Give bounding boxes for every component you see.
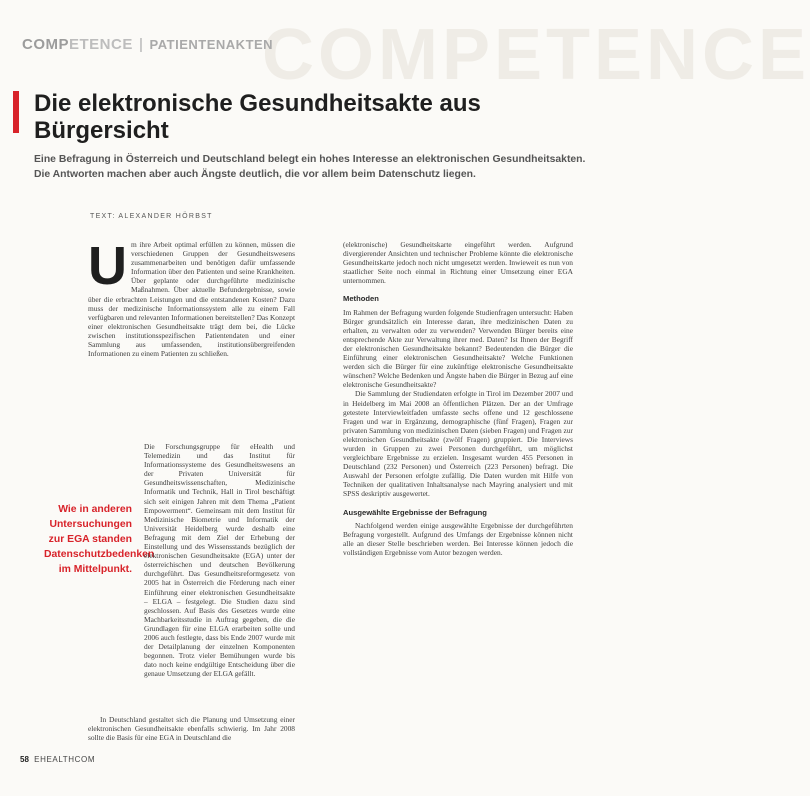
section-label-part2: ETENCE [69, 36, 133, 53]
paragraph-methods-questions: Im Rahmen der Befragung wurden folgende Studienfragen untersucht: Haben Bürger grundsätzlich ein Interesse daran, ihre medizinischen Daten zu erhalten, zu verwalten oder zu verwenden? Verwenden Bürger bereits eine entsprechende Akte zur Verwaltung ihrer med. Daten? Ist Ihnen der Begriff der elektronischen Gesundheitsakte bekannt? Bedeutenden die Bürger die Einführung einer elektronischen Gesundheitsakte? Welche Funktionen werden sich die Bürger für eine zukünftige elektronische Gesundheitsakte wünschen? Welche Bedenken und Ängste haben die Bürger in Bezug auf eine elektronische Gesundheitsakte? [343, 307, 574, 390]
section-label-part1: COMP [22, 36, 69, 53]
heading-methods: Methoden [343, 294, 379, 304]
paragraph-results: Nachfolgend werden einige ausgewählte Ergebnisse der durchgeführten Befragung vorgestellt. Aufgrund des Umfangs der Ergebnisse können nicht alle an dieser Stelle beschrieben werden. Bei Interesse können jedoch die vollständigen Ergebnisse vom Autor bezogen werden. [343, 520, 573, 557]
page-number: 58 [20, 755, 29, 764]
background-watermark-word: COMPETENCE [262, 15, 810, 95]
paragraph-continuation: (elektronische) Gesundheitskarte eingeführt werden. Aufgrund divergierender Ansichten und technischer Probleme könnte die elektronische Gesundheitskarte jedoch noch nicht umgesetzt werden. Inwieweit es nun von staatlicher Seite noch einmal in Richtung einer Umsetzung einer EGA unternommen. [343, 240, 573, 286]
heading-results: Ausgewählte Ergebnisse der Befragung [343, 507, 487, 517]
paragraph-research-group: Die Forschungsgruppe für eHealth und Telemedizin und das Institut für Informationssysteme des Gesundheitswesens an der Privaten Universität für Gesundheitswissenschaften, Medizinische Informatik und Technik, Hall in Tirol beschäftigt sich seit einigen Jahren mit dem Thema „Patient Empowerment“. Gemeinsam mit dem Institut für Medizinische Biometrie und Informatik der Universität Heidelberg wurde deshalb eine Befragung mit dem Ziel der Erhebung der Einstellung und des Wissensstands bezüglich der elektronischen Gesundheitsakte (EGA) unter der österreichischen und deutschen Bevölkerung durchgeführt. Das Gesundheitsreformgesetz von 2005 hat in Österreich die Förderung nach einer Einführung einer elektronischen Gesundheitsakte – ELGA – festgelegt. Die Studien dazu sind geschlossen. Auf Basis des Gesetzes wurde eine Machbarkeitsstudie in Auftrag gegeben, die die Grundlagen für eine ELGA erarbeiten sollte und 2006 auch festlegte, dass bis Ende 2007 wurde mit der Detailplanung der einzelnen Komponenten begonnen. Trotz vieler Bemühungen wurde bis dato noch keine endgültige Entscheidung über die genaue Umsetzung der ELGA gefällt. [144, 442, 295, 679]
paragraph-intro: m ihre Arbeit optimal erfüllen zu können, müssen die verschiedenen Gruppen der Gesundheitswesens zusammenarbeiten und benötigen dafür umfassende Information über den Patienten und seine Krankheiten. Über geplante oder durchgeführte medizinische Maßnahmen. Über aktuelle Befundergebnisse, sowie über die erbrachten Leistungen und die entstandenen Kosten? Dazu muss der medizinische Informationssystem alle zu einem Fall verfügbaren und relevanten Informationen bereitstellen? Das Konzept einer elektronischen Gesundheitsakte trägt dem bei, die Lücke zwischen institutionsspezifischen Patientendaten und einer Sammlung aus umfassenden, institutionsübergreifenden Informationen zu einem Patienten zu schließen. [88, 240, 295, 359]
page-footer [20, 755, 95, 764]
header-separator: | [138, 36, 144, 53]
text-column-left-top [88, 236, 295, 359]
title-accent-bar [13, 91, 19, 133]
paragraph-germany: In Deutschland gestaltet sich die Planung und Umsetzung einer elektronischen Gesundheitsakte ebenfalls schwierig. Im Jahr 2008 sollte die Basis für eine EGA in Deutschland die [88, 715, 295, 743]
author-line: TEXT: ALEXANDER HÖRBST [90, 213, 213, 220]
section-header [22, 36, 273, 53]
magazine-name: EHEALTHCOM [34, 755, 96, 764]
drop-cap: U [88, 236, 127, 296]
paragraph-methods-sampling: Die Sammlung der Studiendaten erfolgte in Tirol im Dezember 2007 und in Heidelberg im Mai 2008 an öffentlichen Plätzen. Der an der Umfrage getestete Interviewleitfaden umfasste sechs offene und 12 geschlossene Fragen und war in Ergänzung, demographische (fünf Fragen), Fragen zur privaten Sammlung von medizinischen Daten (sieben Fragen) und Fragen zur elektronischen Gesundheitsakte (zwölf Fragen) gruppiert. Die Interviews wurden in Gruppen zu zwei Personen durchgeführt, um möglichst vergleichbare Ergebnisse zu erzielen. Insgesamt wurden 455 Personen in Deutschland (232 Personen) und Österreich (223 Personen) befragt. Die Auswahl der Personen erfolgte zufällig. Die Daten wurden mit Hilfe von Techniken der qualitativen Inhaltsanalyse nach Mayring analysiert und mit SPSS deskriptiv ausgewertet. [343, 389, 573, 499]
text-column-left-bottom [88, 715, 295, 742]
article-title: Die elektronische Gesundheitsakte aus Bürgersicht [34, 90, 481, 144]
text-column-left-middle [144, 442, 295, 678]
article-subtitle: Eine Befragung in Österreich und Deutschland belegt ein hohes Interesse an elektronischen Gesundheitsakten. Die Antworten machen aber auch Ängste deutlich, die vor allem beim Datenschutz liegen. [34, 154, 586, 180]
text-column-right [343, 240, 573, 557]
category-label: PATIENTENAKTEN [149, 37, 274, 52]
pull-quote: Wie in anderen Untersuchungen zur EGA standen Datenschutzbedenken im Mittelpunkt. [44, 504, 155, 575]
